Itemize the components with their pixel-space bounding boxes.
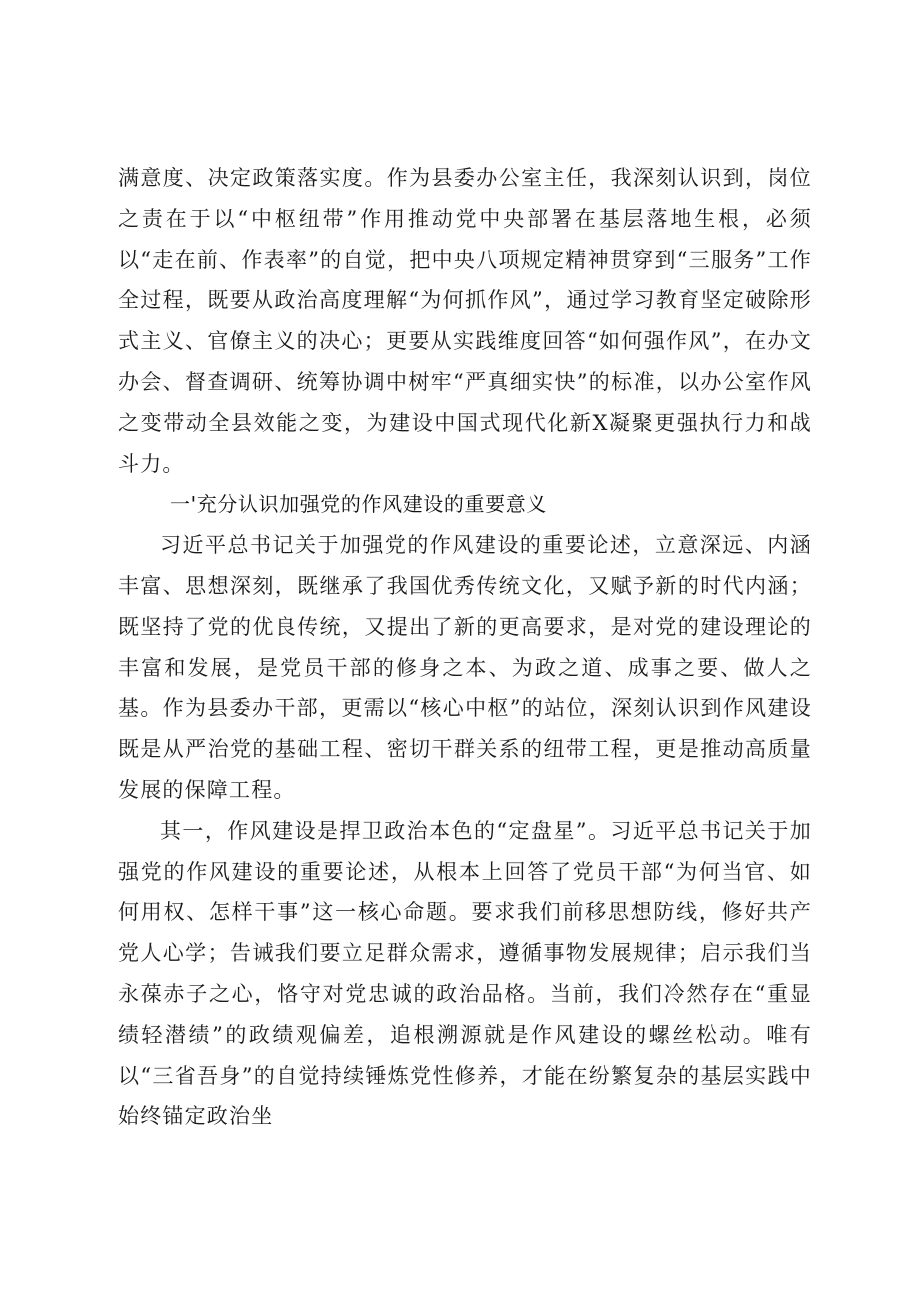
document-body	[118, 158, 812, 1137]
paragraph-point-one: 其一，作风建设是捍卫政治本色的“定盘星”。习近平总书记关于加强党的作风建设的重要论述，从根本上回答了党员干部“为何当官、如何用权、怎样干事”这一核心命题。要求我们前移思想防线，修好共产党人心学；告诫我们要立足群众需求，遵循事物发展规律；启示我们当永葆赤子之心，恪守对党忠诚的政治品格。当前，我们冷然存在“重显绩轻潜绩”的政绩观偏差，追根溯源就是作风建设的螺丝松动。唯有以“三省吾身”的自觉持续锤炼党性修养，才能在纷繁复杂的基层实践中始终锚定政治坐	[118, 818, 812, 1129]
paragraph-significance: 习近平总书记关于加强党的作风建设的重要论述，立意深远、内涵丰富、思想深刻，既继承了我国优秀传统文化，又赋予新的时代内涵；既坚持了党的优良传统，又提出了新的更高要求，是对党的建设理论的丰富和发展，是党员干部的修身之本、为政之道、成事之要、做人之基。作为县委办干部，更需以“核心中枢”的站位，深刻认识到作风建设既是从严治党的基础工程、密切干群关系的纽带工程，更是推动高质量发展的保障工程。	[118, 533, 812, 802]
section-heading: 一'充分认识加强党的作风建设的重要意义	[170, 492, 547, 517]
paragraph-intro: 满意度、决定政策落实度。作为县委办公室主任，我深刻认识到，岗位之责在于以“中枢纽带”作用推动党中央部署在基层落地生根，必须以“走在前、作表率”的自觉，把中央八项规定精神贯穿到“三服务”工作全过程，既要从政治高度理解“为何抓作风”，通过学习教育坚定破除形式主义、官僚主义的决心；更要从实践维度回答“如何强作风”，在办文办会、督查调研、统筹协调中树牢“严真细实快”的标准，以办公室作风之变带动全县效能之变，为建设中国式现代化新X凝聚更强执行力和战斗力。	[118, 166, 812, 476]
